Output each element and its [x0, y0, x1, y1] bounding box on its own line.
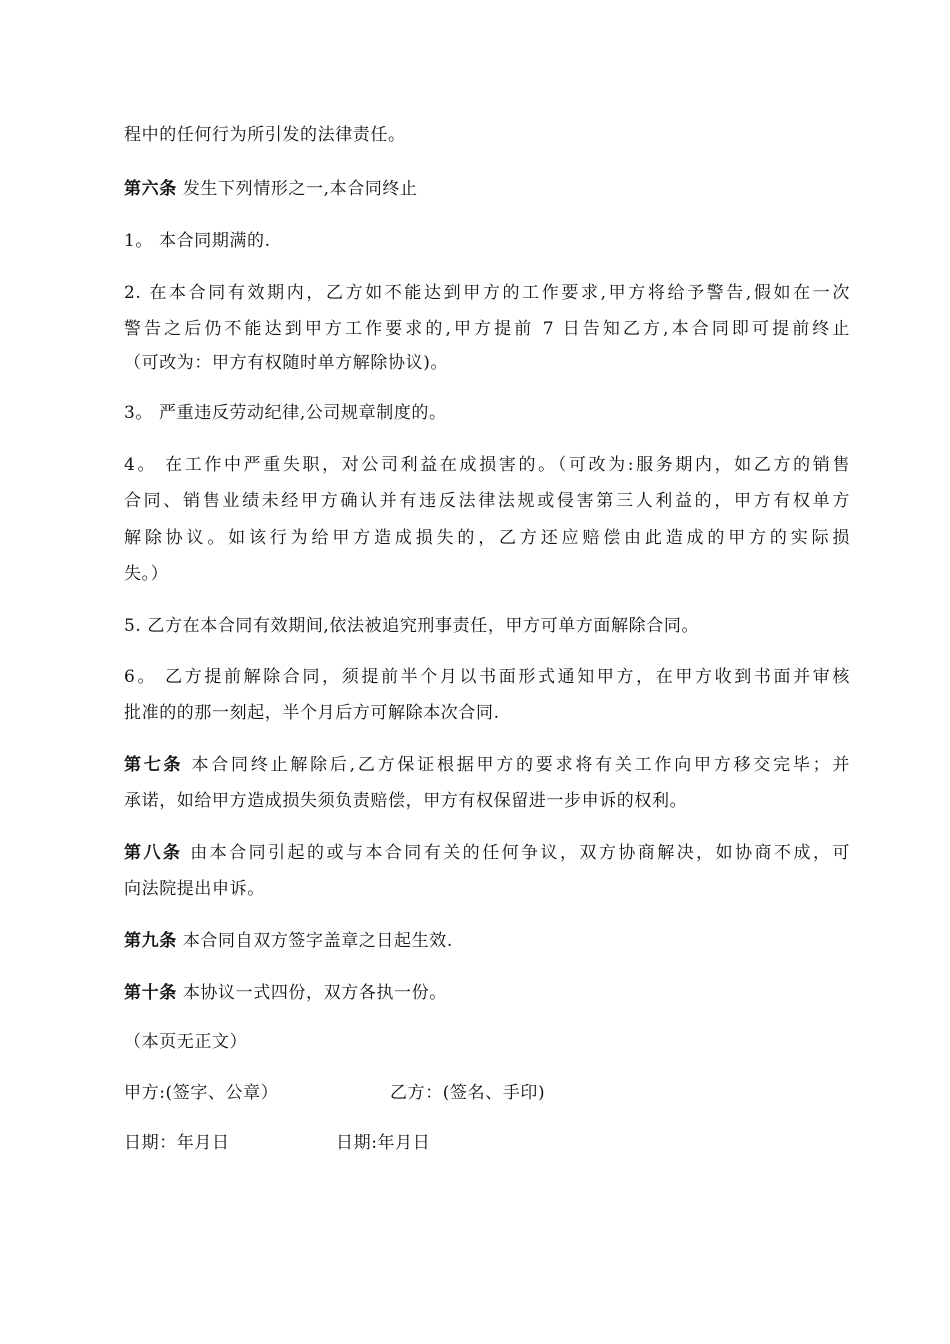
party-b-signature-label: 乙方：(签名、手印) [390, 1083, 546, 1103]
list-item-4-line-3: 解除协议。如该行为给甲方造成损失的，乙方还应赔偿由此造成的甲方的实际损 [124, 528, 850, 548]
list-item-6-line-2: 批准的的那一刻起，半个月后方可解除本次合同. [124, 703, 500, 723]
article-text: 本合同终止解除后,乙方保证根据甲方的要求将有关工作向甲方移交完毕；并 [183, 755, 850, 775]
list-item-1: 1。 本合同期满的. [124, 231, 271, 251]
party-a-date-label: 日期：年月日 [124, 1133, 230, 1153]
list-item-4-line-2: 合同、销售业绩未经甲方确认并有违反法律法规或侵害第三人利益的，甲方有权单方 [124, 491, 850, 511]
article-8-line-1 [124, 842, 850, 864]
article-text: 由本合同引起的或与本合同有关的任何争议，双方协商解决，如协商不成，可 [182, 843, 850, 863]
article-text: 本协议一式四份，双方各执一份。 [176, 983, 447, 1003]
article-8-line-2: 向法院提出申诉。 [124, 879, 265, 899]
party-a-signature-label: 甲方:(签字、公章） [124, 1083, 279, 1103]
article-number: 第六条 [124, 179, 177, 199]
article-6-heading [124, 178, 418, 200]
list-item-3: 3。 严重违反劳动纪律,公司规章制度的。 [124, 403, 447, 423]
list-item-4-line-4: 失。） [124, 564, 169, 584]
list-item-2-line-2: 警告之后仍不能达到甲方工作要求的,甲方提前 7 日告知乙方,本合同即可提前终止 [124, 319, 850, 339]
list-item-5: 5. 乙方在本合同有效期间,依法被追究刑事责任，甲方可单方面解除合同。 [124, 616, 700, 636]
article-7-line-2: 承诺，如给甲方造成损失须负责赔偿，甲方有权保留进一步申诉的权利。 [124, 791, 688, 811]
article-text: 发生下列情形之一,本合同终止 [176, 179, 418, 199]
article-number: 第七条 [124, 755, 184, 775]
article-number: 第九条 [124, 931, 177, 951]
paragraph-line: 程中的任何行为所引发的法律责任。 [124, 125, 406, 145]
article-number: 第十条 [124, 983, 177, 1003]
article-number: 第八条 [124, 843, 183, 863]
list-item-4-line-1: 4。 在工作中严重失职，对公司利益在成损害的。（可改为:服务期内，如乙方的销售 [124, 455, 850, 475]
contract-page [124, 0, 850, 1344]
blank-page-note: （本页无正文） [124, 1032, 248, 1052]
list-item-2-line-3: （可改为：甲方有权随时单方解除协议)。 [124, 353, 449, 373]
list-item-2-line-1: 2. 在本合同有效期内，乙方如不能达到甲方的工作要求,甲方将给予警告,假如在一次 [124, 283, 850, 303]
party-b-date-label: 日期:年月日 [336, 1133, 431, 1153]
list-item-6-line-1: 6。 乙方提前解除合同，须提前半个月以书面形式通知甲方，在甲方收到书面并审核 [124, 667, 850, 687]
article-9 [124, 930, 453, 952]
article-7-line-1 [124, 754, 850, 776]
article-text: 本合同自双方签字盖章之日起生效. [176, 931, 453, 951]
article-10 [124, 982, 447, 1004]
